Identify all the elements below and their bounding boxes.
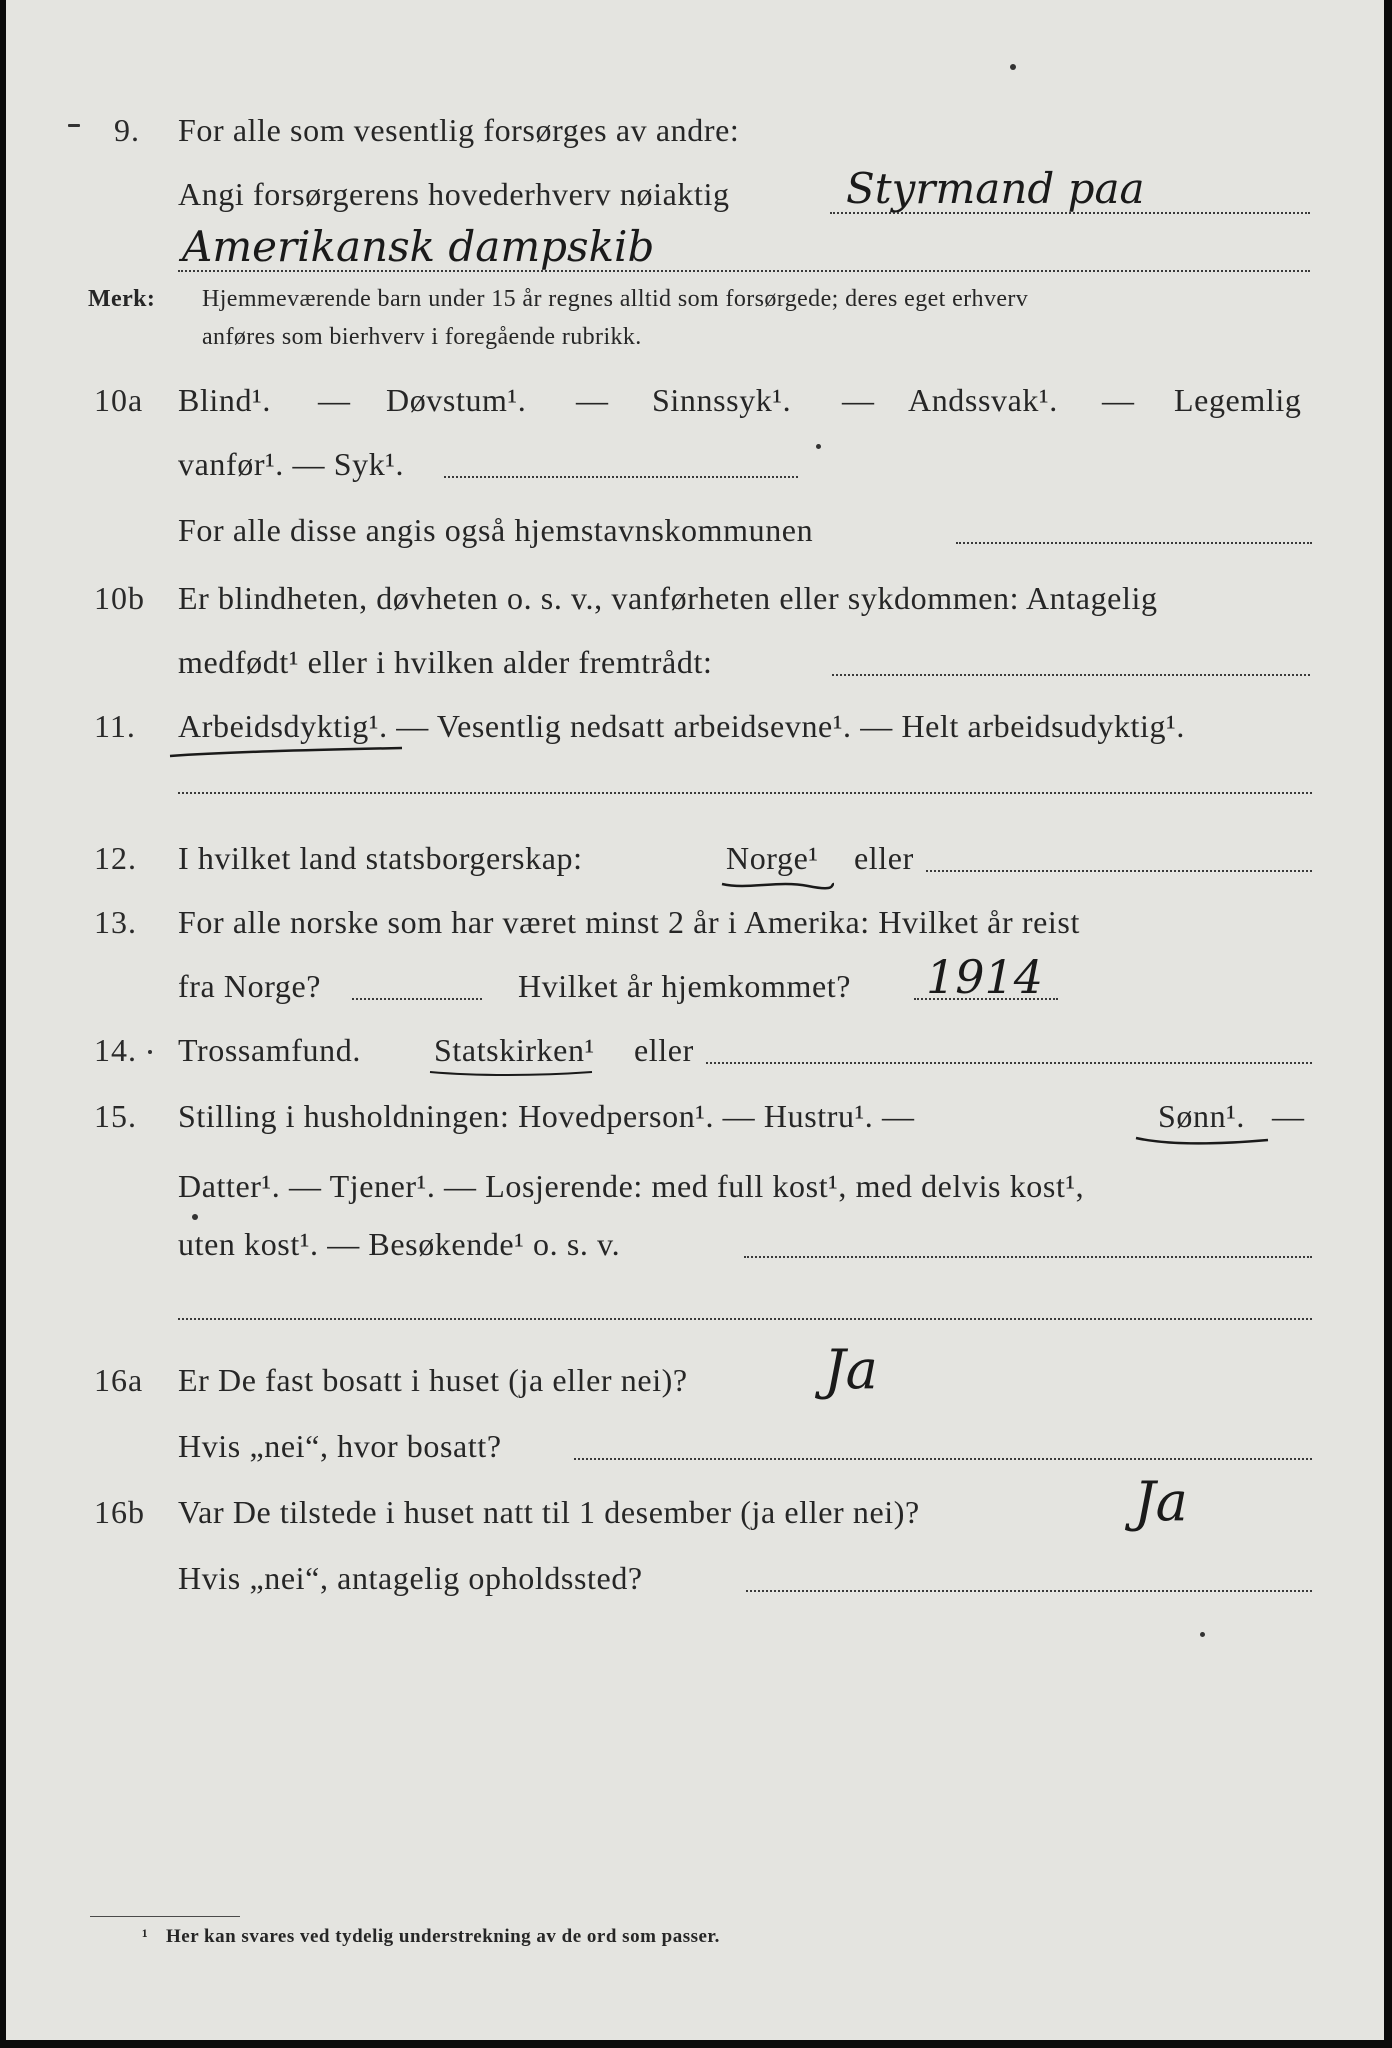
q16b-answer-line[interactable] [746, 1590, 1312, 1592]
q14-answer-line[interactable] [706, 1062, 1312, 1064]
q10a-blind[interactable]: Blind¹. [178, 382, 271, 418]
merk-line1: Hjemmeværende barn under 15 år regnes alltid som forsørgede; deres eget erhverv [202, 286, 1029, 312]
q13-row [6, 904, 1384, 944]
q10a-andssvak[interactable]: Andssvak¹. [908, 382, 1058, 418]
q10a-hjemstavn-answer-line[interactable] [956, 542, 1312, 544]
q10b-line1: Er blindheten, døvheten o. s. v., vanførheten eller sykdommen: Antagelig [178, 580, 1158, 616]
q15-row [6, 1098, 1384, 1138]
scan-speck [1200, 1632, 1205, 1637]
q16a-answer-line[interactable] [574, 1458, 1312, 1460]
q10b-number: 10b [94, 580, 145, 616]
q13-row2 [6, 950, 1384, 1008]
q13-handwritten-year: 1914 [926, 950, 1044, 1004]
q12-norge[interactable]: Norge¹ [726, 840, 819, 876]
q14-eller: eller [634, 1032, 694, 1068]
q10a-row [6, 382, 1384, 422]
merk-line2: anføres som bierhverv i foregående rubrikk. [202, 324, 642, 350]
q16a-number: 16a [94, 1362, 144, 1398]
q14-handwritten-underline [426, 1066, 596, 1082]
q9-row2 [6, 164, 1384, 216]
q9-line2: Angi forsørgerens hovederhverv nøiaktig [178, 176, 730, 212]
q10b-line2: medfødt¹ eller i hvilken alder fremtrådt: [178, 644, 713, 680]
scan-speck [1010, 64, 1016, 70]
q13-line1: For alle norske som har været minst 2 år i Amerika: Hvilket år reist [178, 904, 1080, 940]
q10a-row3 [6, 512, 1384, 552]
q16a-handwritten-answer: Ja [824, 1338, 878, 1401]
q16b-number: 16b [94, 1494, 145, 1530]
scan-speck [192, 1214, 198, 1220]
q13-line2a: fra Norge? [178, 968, 322, 1004]
q9-row [6, 112, 1384, 152]
q15-handwritten-underline [1132, 1130, 1272, 1150]
q15-line3[interactable]: uten kost¹. — Besøkende¹ o. s. v. [178, 1226, 621, 1262]
q15-row3 [6, 1226, 1384, 1266]
q10a-dash1: — [318, 382, 351, 418]
q16a-row2 [6, 1428, 1384, 1468]
q15-answer-line[interactable] [744, 1256, 1312, 1258]
q13-reist-answer-line[interactable] [352, 998, 482, 1000]
scan-speck [148, 1050, 152, 1054]
q10b-answer-line[interactable] [832, 674, 1310, 676]
q12-handwritten-underline [718, 876, 838, 894]
q16a-line2: Hvis „nei“, hvor bosatt? [178, 1428, 502, 1464]
q11-line1[interactable]: Arbeidsdyktig¹. — Vesentlig nedsatt arbeidsevne¹. — Helt arbeidsudyktig¹. [178, 708, 1185, 744]
q10a-dovstum[interactable]: Døvstum¹. [386, 382, 527, 418]
q10a-dash2: — [576, 382, 609, 418]
q9-row3 [6, 222, 1384, 271]
q9-handwritten-answer1: Styrmand paa [846, 164, 1145, 213]
scan-speck [816, 444, 821, 449]
q16b-row2 [6, 1560, 1384, 1600]
q9-line1: For alle som vesentlig forsørges av andre: [178, 112, 740, 148]
q14-statskirken[interactable]: Statskirken¹ [434, 1032, 595, 1068]
q12-line1: I hvilket land statsborgerskap: [178, 840, 583, 876]
q10a-row2 [6, 446, 1384, 486]
q10b-row [6, 580, 1384, 620]
footnote-rule [90, 1916, 240, 1917]
q14-number: 14. [94, 1032, 137, 1068]
q13-line2b: Hvilket år hjemkommet? [518, 968, 852, 1004]
q15-line2[interactable]: Datter¹. — Tjener¹. — Losjerende: med full kost¹, med delvis kost¹, [178, 1168, 1085, 1204]
q10a-syk-answer-line[interactable] [444, 476, 798, 478]
q10a-line2[interactable]: vanfør¹. — Syk¹. [178, 446, 405, 482]
q16a-line1: Er De fast bosatt i huset (ja eller nei)? [178, 1362, 688, 1398]
footnote-row [6, 1926, 1384, 1966]
q12-answer-line[interactable] [926, 870, 1312, 872]
q15-sonn[interactable]: Sønn¹. [1158, 1098, 1245, 1134]
scan-speck [68, 124, 80, 127]
q10b-row2 [6, 644, 1384, 684]
q12-row [6, 840, 1384, 880]
q10a-legemlig[interactable]: Legemlig [1174, 382, 1302, 418]
q16b-line1: Var De tilstede i huset natt til 1 desember (ja eller nei)? [178, 1494, 920, 1530]
q15-row2 [6, 1168, 1384, 1208]
q10a-dash3: — [842, 382, 875, 418]
q10a-number: 10a [94, 382, 144, 418]
q10a-dash4: — [1102, 382, 1135, 418]
q15-line1[interactable]: Stilling i husholdningen: Hovedperson¹. — Hustru¹. — [178, 1098, 915, 1134]
q15-dash: — [1272, 1098, 1305, 1134]
q15-extra-answer-line[interactable] [178, 1318, 1312, 1320]
q10a-sinnssyk[interactable]: Sinnssyk¹. [652, 382, 792, 418]
merk-label: Merk: [88, 286, 156, 312]
footnote-text: Her kan svares ved tydelig understrekning av de ord som passer. [166, 1926, 720, 1947]
q16b-line2: Hvis „nei“, antagelig opholdssted? [178, 1560, 643, 1596]
q9-handwritten-answer2: Amerikansk dampskib [182, 222, 655, 271]
q15-number: 15. [94, 1098, 137, 1134]
q11-number: 11. [94, 708, 136, 744]
census-form-page [6, 0, 1384, 2040]
q14-line1: Trossamfund. [178, 1032, 361, 1068]
merk-row2 [6, 324, 1384, 364]
q16b-handwritten-answer: Ja [1134, 1470, 1188, 1533]
q10a-line3: For alle disse angis også hjemstavnskommunen [178, 512, 814, 548]
q11-row [6, 708, 1384, 748]
q16b-row [6, 1470, 1384, 1534]
q11-answer-line[interactable] [178, 792, 1312, 794]
q12-eller: eller [854, 840, 914, 876]
q11-handwritten-underline [166, 742, 406, 762]
q12-number: 12. [94, 840, 137, 876]
footnote-mark: ¹ [142, 1926, 149, 1947]
q9-number: 9. [114, 112, 140, 148]
q14-row [6, 1032, 1384, 1072]
q13-number: 13. [94, 904, 137, 940]
q16a-row [6, 1338, 1384, 1402]
merk-row [6, 286, 1384, 326]
